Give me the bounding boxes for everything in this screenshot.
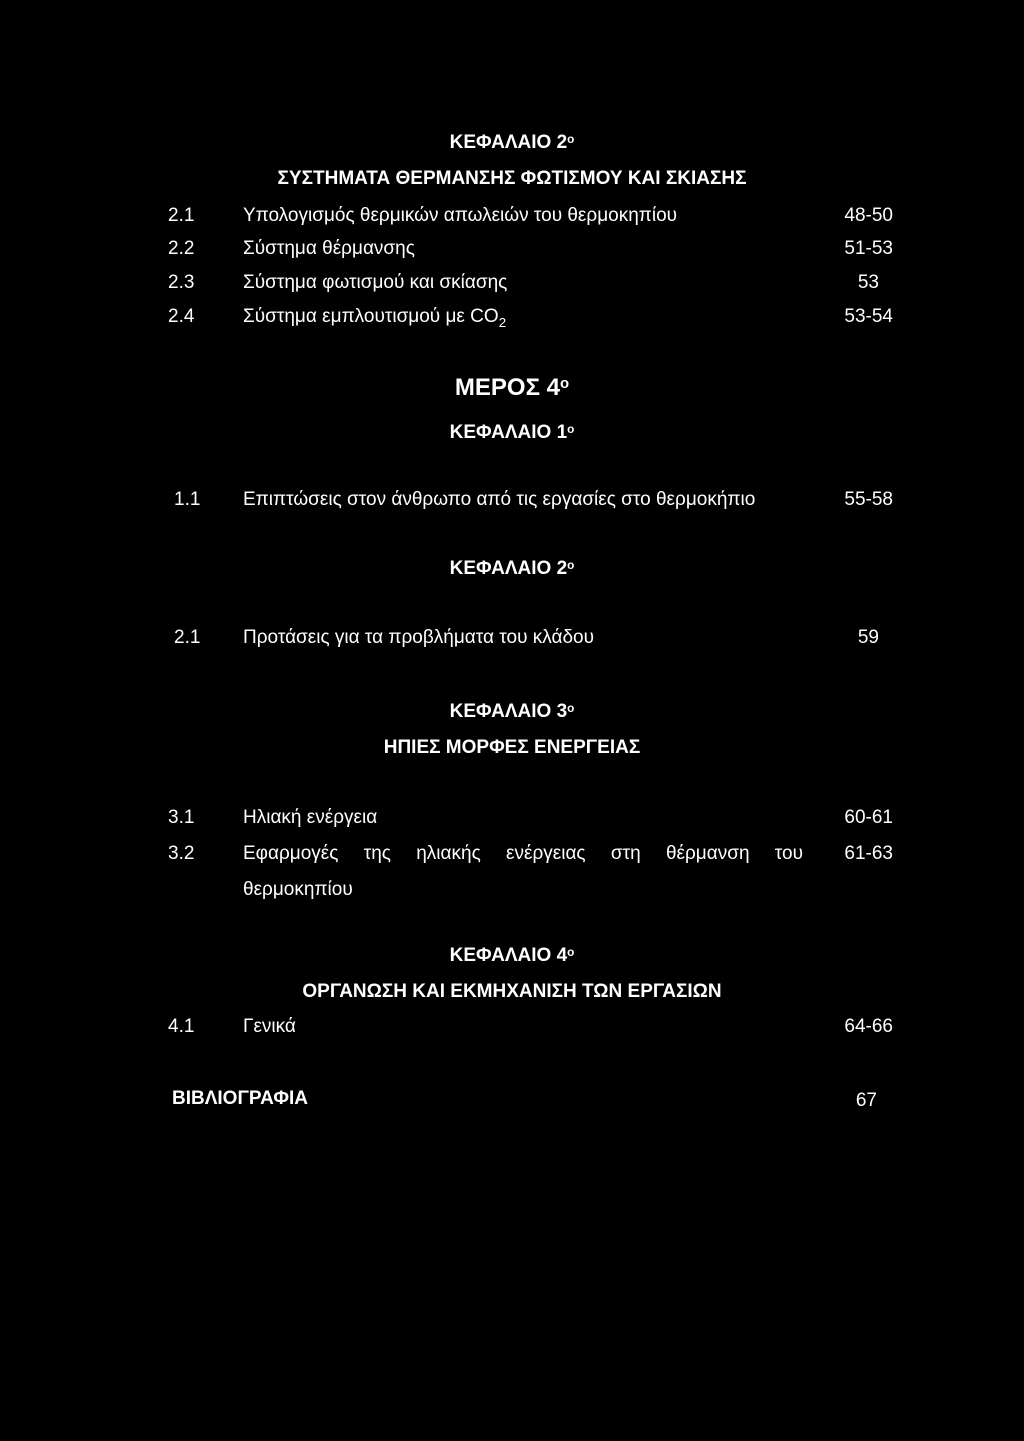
toc-entry xyxy=(168,270,893,296)
toc-entry xyxy=(168,1014,893,1040)
entry-title-text: Σύστημα εμπλουτισμού με CO xyxy=(243,306,499,327)
chapter-heading-text: ΚΕΦΑΛΑΙΟ 2 xyxy=(449,558,568,579)
ordinal-sup: ο xyxy=(567,701,575,715)
entry-title: Γενικά xyxy=(243,1016,296,1037)
entry-number: 2.4 xyxy=(168,306,195,327)
entry-pages: 61-63 xyxy=(844,843,893,864)
entry-pages: 53-54 xyxy=(844,306,893,327)
entry-title: Εφαρμογές της ηλιακής ενέργειας στη θέρμανση του xyxy=(243,843,803,864)
entry-number: 3.2 xyxy=(168,843,195,864)
part-heading-text: ΜΕΡΟΣ 4 xyxy=(454,374,560,401)
ordinal-sup: ο xyxy=(560,376,570,393)
entry-pages: 55-58 xyxy=(844,489,893,510)
ordinal-sup: ο xyxy=(567,132,575,146)
chapter-heading-text: ΚΕΦΑΛΑΙΟ 1 xyxy=(449,422,568,443)
entry-number: 2.2 xyxy=(168,238,195,259)
entry-title: Επιπτώσεις στον άνθρωπο από τις εργασίες στο θερμοκήπιο xyxy=(243,489,756,510)
chapter-heading-text: ΚΕΦΑΛΑΙΟ 2 xyxy=(449,132,568,153)
entry-title: Υπολογισμός θερμικών απωλειών του θερμοκηπίου xyxy=(243,205,678,226)
part-heading xyxy=(0,374,1024,402)
ordinal-sup: ο xyxy=(567,422,575,436)
entry-title-continuation: θερμοκηπίου xyxy=(243,879,353,900)
entry-number: 4.1 xyxy=(168,1016,195,1037)
entry-pages: 64-66 xyxy=(844,1016,893,1037)
toc-entry xyxy=(168,625,893,651)
chapter-subtitle: ΣΥΣΤΗΜΑΤΑ ΘΕΡΜΑΝΣΗΣ ΦΩΤΙΣΜΟΥ ΚΑΙ ΣΚΙΑΣΗΣ xyxy=(277,168,747,189)
entry-pages: 59 xyxy=(857,627,879,648)
chapter-heading-text: ΚΕΦΑΛΑΙΟ 3 xyxy=(449,701,568,722)
bibliography-label: ΒΙΒΛΙΟΓΡΑΦΙΑ xyxy=(172,1088,308,1109)
chapter-subtitle: ΗΠΙΕΣ ΜΟΡΦΕΣ ΕΝΕΡΓΕΙΑΣ xyxy=(383,737,641,758)
toc-entry xyxy=(168,487,893,513)
entry-number: 2.1 xyxy=(168,205,195,226)
ordinal-sup: ο xyxy=(567,945,575,959)
bibliography-pages: 67 xyxy=(855,1090,877,1111)
entry-pages: 60-61 xyxy=(844,807,893,828)
subscript: 2 xyxy=(498,314,507,330)
toc-entry xyxy=(168,841,893,867)
entry-number: 3.1 xyxy=(168,807,195,828)
chapter-heading-text: ΚΕΦΑΛΑΙΟ 4 xyxy=(449,945,568,966)
chapter-heading xyxy=(0,701,1024,723)
toc-entry xyxy=(168,805,893,831)
entry-pages: 51-53 xyxy=(844,238,893,259)
entry-title xyxy=(243,304,506,336)
entry-pages: 48-50 xyxy=(844,205,893,226)
chapter-subtitle: ΟΡΓΑΝΩΣΗ ΚΑΙ ΕΚΜΗΧΑΝΙΣΗ ΤΩΝ ΕΡΓΑΣΙΩΝ xyxy=(302,981,722,1002)
entry-pages: 53 xyxy=(857,272,879,293)
entry-number: 1.1 xyxy=(174,489,201,510)
toc-entry xyxy=(168,304,893,330)
chapter-heading xyxy=(0,132,1024,154)
toc-entry xyxy=(168,203,893,229)
ordinal-sup: ο xyxy=(567,558,575,572)
entry-title: Ηλιακή ενέργεια xyxy=(243,807,378,828)
chapter-heading xyxy=(0,558,1024,580)
toc-entry xyxy=(168,236,893,262)
entry-title: Σύστημα θέρμανσης xyxy=(243,238,415,259)
chapter-heading xyxy=(0,945,1024,967)
entry-number: 2.3 xyxy=(168,272,195,293)
chapter-heading xyxy=(0,422,1024,444)
entry-title: Προτάσεις για τα προβλήματα του κλάδου xyxy=(243,627,594,648)
entry-title: Σύστημα φωτισμού και σκίασης xyxy=(243,272,508,293)
entry-number: 2.1 xyxy=(174,627,201,648)
